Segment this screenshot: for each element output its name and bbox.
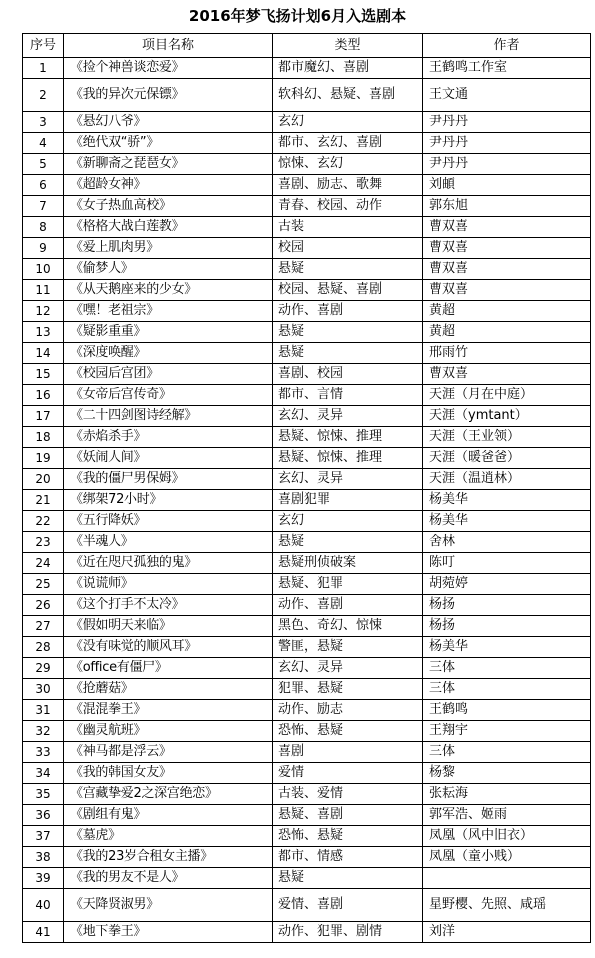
genre-cell: 警匪，悬疑 (273, 637, 423, 658)
script-table (22, 33, 591, 943)
table-row (23, 469, 591, 490)
header-type: 类型 (273, 34, 423, 58)
genre-cell: 动作、励志 (273, 700, 423, 721)
author-cell: 王翔宇 (423, 721, 591, 742)
project-name-cell: 《抢蘑菇》 (64, 679, 273, 700)
project-name-cell: 《地下拳王》 (64, 922, 273, 943)
genre-cell: 玄幻、灵异 (273, 469, 423, 490)
table-row (23, 448, 591, 469)
table-row (23, 721, 591, 742)
genre-cell: 悬疑、喜剧 (273, 805, 423, 826)
row-number-cell: 38 (23, 847, 64, 868)
table-row (23, 784, 591, 805)
genre-cell: 喜剧 (273, 742, 423, 763)
row-number-cell: 29 (23, 658, 64, 679)
project-name-cell: 《剧组有鬼》 (64, 805, 273, 826)
table-row (23, 490, 591, 511)
author-cell: 曹双喜 (423, 364, 591, 385)
project-name-cell: 《女子热血高校》 (64, 196, 273, 217)
project-name-cell: 《假如明天来临》 (64, 616, 273, 637)
table-row (23, 826, 591, 847)
genre-cell: 恐怖、悬疑 (273, 721, 423, 742)
project-name-cell: 《没有味觉的顺风耳》 (64, 637, 273, 658)
author-cell: 郭军浩、姬雨 (423, 805, 591, 826)
genre-cell: 动作、喜剧 (273, 301, 423, 322)
author-cell: 刘頔 (423, 175, 591, 196)
table-body (23, 58, 591, 943)
genre-cell: 爱情、喜剧 (273, 889, 423, 922)
table-row (23, 259, 591, 280)
author-cell: 曹双喜 (423, 217, 591, 238)
table-row (23, 154, 591, 175)
author-cell: 黄超 (423, 322, 591, 343)
row-number-cell: 9 (23, 238, 64, 259)
table-row (23, 217, 591, 238)
genre-cell: 玄幻 (273, 511, 423, 532)
row-number-cell: 21 (23, 490, 64, 511)
author-cell: 王鹤鸣工作室 (423, 58, 591, 79)
row-number-cell: 13 (23, 322, 64, 343)
author-cell: 胡菀婷 (423, 574, 591, 595)
author-cell: 天涯（王业领） (423, 427, 591, 448)
genre-cell: 古装 (273, 217, 423, 238)
project-name-cell: 《混混拳王》 (64, 700, 273, 721)
genre-cell: 古装、爱情 (273, 784, 423, 805)
header-author: 作者 (423, 34, 591, 58)
author-cell: 曹双喜 (423, 280, 591, 301)
genre-cell: 悬疑、犯罪 (273, 574, 423, 595)
row-number-cell: 32 (23, 721, 64, 742)
author-cell: 陈叮 (423, 553, 591, 574)
project-name-cell: 《妖闹人间》 (64, 448, 273, 469)
table-row (23, 868, 591, 889)
project-name-cell: 《宫藏挚爱2之深宫绝恋》 (64, 784, 273, 805)
row-number-cell: 20 (23, 469, 64, 490)
row-number-cell: 26 (23, 595, 64, 616)
table-row (23, 805, 591, 826)
genre-cell: 悬疑刑侦破案 (273, 553, 423, 574)
project-name-cell: 《悬幻八爷》 (64, 112, 273, 133)
table-row (23, 511, 591, 532)
row-number-cell: 25 (23, 574, 64, 595)
row-number-cell: 12 (23, 301, 64, 322)
author-cell: 郭东旭 (423, 196, 591, 217)
table-row (23, 58, 591, 79)
table-row (23, 364, 591, 385)
author-cell: 王鹤鸣 (423, 700, 591, 721)
row-number-cell: 28 (23, 637, 64, 658)
table-row (23, 79, 591, 112)
author-cell: 尹丹丹 (423, 133, 591, 154)
genre-cell: 玄幻 (273, 112, 423, 133)
row-number-cell: 14 (23, 343, 64, 364)
genre-cell: 犯罪、悬疑 (273, 679, 423, 700)
project-name-cell: 《office有僵尸》 (64, 658, 273, 679)
author-cell: 三体 (423, 742, 591, 763)
table-row (23, 427, 591, 448)
author-cell: 凤凰（风中旧衣） (423, 826, 591, 847)
author-cell: 曹双喜 (423, 259, 591, 280)
row-number-cell: 41 (23, 922, 64, 943)
row-number-cell: 5 (23, 154, 64, 175)
author-cell: 杨扬 (423, 595, 591, 616)
genre-cell: 都市、情感 (273, 847, 423, 868)
genre-cell: 软科幻、悬疑、喜剧 (273, 79, 423, 112)
table-row (23, 742, 591, 763)
table-row (23, 658, 591, 679)
project-name-cell: 《偷梦人》 (64, 259, 273, 280)
genre-cell: 悬疑 (273, 868, 423, 889)
genre-cell: 黑色、奇幻、惊悚 (273, 616, 423, 637)
row-number-cell: 24 (23, 553, 64, 574)
author-cell: 杨美华 (423, 637, 591, 658)
genre-cell: 校园 (273, 238, 423, 259)
table-row (23, 922, 591, 943)
genre-cell: 悬疑 (273, 322, 423, 343)
project-name-cell: 《墓虎》 (64, 826, 273, 847)
table-row (23, 238, 591, 259)
author-cell: 天涯（ymtant） (423, 406, 591, 427)
author-cell: 张耘海 (423, 784, 591, 805)
project-name-cell: 《绑架72小时》 (64, 490, 273, 511)
row-number-cell: 40 (23, 889, 64, 922)
project-name-cell: 《我的男友不是人》 (64, 868, 273, 889)
table-row (23, 532, 591, 553)
author-cell (423, 868, 591, 889)
row-number-cell: 6 (23, 175, 64, 196)
project-name-cell: 《格格大战白莲教》 (64, 217, 273, 238)
row-number-cell: 22 (23, 511, 64, 532)
author-cell: 三体 (423, 679, 591, 700)
table-row (23, 385, 591, 406)
table-row (23, 196, 591, 217)
table-row (23, 637, 591, 658)
row-number-cell: 35 (23, 784, 64, 805)
author-cell: 杨黎 (423, 763, 591, 784)
genre-cell: 悬疑 (273, 343, 423, 364)
row-number-cell: 37 (23, 826, 64, 847)
row-number-cell: 4 (23, 133, 64, 154)
project-name-cell: 《我的异次元保镖》 (64, 79, 273, 112)
table-row (23, 175, 591, 196)
row-number-cell: 8 (23, 217, 64, 238)
project-name-cell: 《神马都是浮云》 (64, 742, 273, 763)
table-row (23, 700, 591, 721)
table-row (23, 280, 591, 301)
table-row (23, 679, 591, 700)
project-name-cell: 《我的僵尸男保姆》 (64, 469, 273, 490)
author-cell: 杨美华 (423, 490, 591, 511)
project-name-cell: 《二十四剑图诗经解》 (64, 406, 273, 427)
project-name-cell: 《新聊斋之琵琶女》 (64, 154, 273, 175)
project-name-cell: 《这个打手不太冷》 (64, 595, 273, 616)
genre-cell: 玄幻、灵异 (273, 406, 423, 427)
row-number-cell: 16 (23, 385, 64, 406)
row-number-cell: 23 (23, 532, 64, 553)
page-title: 2016年梦飞扬计划6月入选剧本 (188, 7, 407, 25)
row-number-cell: 2 (23, 79, 64, 112)
table-row (23, 322, 591, 343)
author-cell: 尹丹丹 (423, 112, 591, 133)
row-number-cell: 7 (23, 196, 64, 217)
table-header-row (23, 34, 591, 58)
table-row (23, 133, 591, 154)
author-cell: 天涯（温逍林） (423, 469, 591, 490)
author-cell: 三体 (423, 658, 591, 679)
project-name-cell: 《我的23岁合租女主播》 (64, 847, 273, 868)
table-row (23, 763, 591, 784)
row-number-cell: 17 (23, 406, 64, 427)
row-number-cell: 33 (23, 742, 64, 763)
table-row (23, 112, 591, 133)
row-number-cell: 39 (23, 868, 64, 889)
genre-cell: 都市、言情 (273, 385, 423, 406)
genre-cell: 都市魔幻、喜剧 (273, 58, 423, 79)
project-name-cell: 《爱上肌肉男》 (64, 238, 273, 259)
row-number-cell: 36 (23, 805, 64, 826)
header-no: 序号 (23, 34, 64, 58)
genre-cell: 喜剧、校园 (273, 364, 423, 385)
table-row (23, 847, 591, 868)
table-row (23, 406, 591, 427)
project-name-cell: 《幽灵航班》 (64, 721, 273, 742)
project-name-cell: 《天降贤淑男》 (64, 889, 273, 922)
genre-cell: 悬疑、惊悚、推理 (273, 448, 423, 469)
row-number-cell: 19 (23, 448, 64, 469)
project-name-cell: 《疑影重重》 (64, 322, 273, 343)
table-row (23, 301, 591, 322)
project-name-cell: 《五行降妖》 (64, 511, 273, 532)
genre-cell: 惊悚、玄幻 (273, 154, 423, 175)
genre-cell: 恐怖、悬疑 (273, 826, 423, 847)
author-cell: 舍林 (423, 532, 591, 553)
row-number-cell: 34 (23, 763, 64, 784)
genre-cell: 校园、悬疑、喜剧 (273, 280, 423, 301)
project-name-cell: 《超龄女神》 (64, 175, 273, 196)
project-name-cell: 《我的韩国女友》 (64, 763, 273, 784)
header-name: 项目名称 (64, 34, 273, 58)
genre-cell: 悬疑 (273, 259, 423, 280)
table-row (23, 574, 591, 595)
author-cell: 星野樱、先照、咸瑶 (423, 889, 591, 922)
genre-cell: 悬疑、惊悚、推理 (273, 427, 423, 448)
genre-cell: 喜剧犯罪 (273, 490, 423, 511)
genre-cell: 玄幻、灵异 (273, 658, 423, 679)
author-cell: 尹丹丹 (423, 154, 591, 175)
genre-cell: 青春、校园、动作 (273, 196, 423, 217)
row-number-cell: 27 (23, 616, 64, 637)
row-number-cell: 18 (23, 427, 64, 448)
project-name-cell: 《绝代双“骄”》 (64, 133, 273, 154)
project-name-cell: 《捡个神兽谈恋爱》 (64, 58, 273, 79)
row-number-cell: 10 (23, 259, 64, 280)
author-cell: 黄超 (423, 301, 591, 322)
project-name-cell: 《女帝后宫传奇》 (64, 385, 273, 406)
genre-cell: 爱情 (273, 763, 423, 784)
project-name-cell: 《半魂人》 (64, 532, 273, 553)
author-cell: 天涯（暖爸爸） (423, 448, 591, 469)
author-cell: 杨扬 (423, 616, 591, 637)
author-cell: 天涯（月在中庭） (423, 385, 591, 406)
author-cell: 杨美华 (423, 511, 591, 532)
row-number-cell: 15 (23, 364, 64, 385)
project-name-cell: 《校园后宫团》 (64, 364, 273, 385)
project-name-cell: 《近在咫尺孤独的鬼》 (64, 553, 273, 574)
row-number-cell: 31 (23, 700, 64, 721)
author-cell: 曹双喜 (423, 238, 591, 259)
genre-cell: 动作、犯罪、剧情 (273, 922, 423, 943)
project-name-cell: 《从天鹅座来的少女》 (64, 280, 273, 301)
project-name-cell: 《嘿！老祖宗》 (64, 301, 273, 322)
table-row (23, 343, 591, 364)
row-number-cell: 1 (23, 58, 64, 79)
table-row (23, 616, 591, 637)
project-name-cell: 《说谎师》 (64, 574, 273, 595)
table-row (23, 553, 591, 574)
project-name-cell: 《深度唤醒》 (64, 343, 273, 364)
row-number-cell: 30 (23, 679, 64, 700)
project-name-cell: 《赤焰杀手》 (64, 427, 273, 448)
row-number-cell: 3 (23, 112, 64, 133)
row-number-cell: 11 (23, 280, 64, 301)
author-cell: 王文通 (423, 79, 591, 112)
genre-cell: 动作、喜剧 (273, 595, 423, 616)
author-cell: 邢雨竹 (423, 343, 591, 364)
author-cell: 刘洋 (423, 922, 591, 943)
table-row (23, 595, 591, 616)
genre-cell: 都市、玄幻、喜剧 (273, 133, 423, 154)
table-row (23, 889, 591, 922)
author-cell: 凤凰（童小贱） (423, 847, 591, 868)
genre-cell: 喜剧、励志、歌舞 (273, 175, 423, 196)
genre-cell: 悬疑 (273, 532, 423, 553)
